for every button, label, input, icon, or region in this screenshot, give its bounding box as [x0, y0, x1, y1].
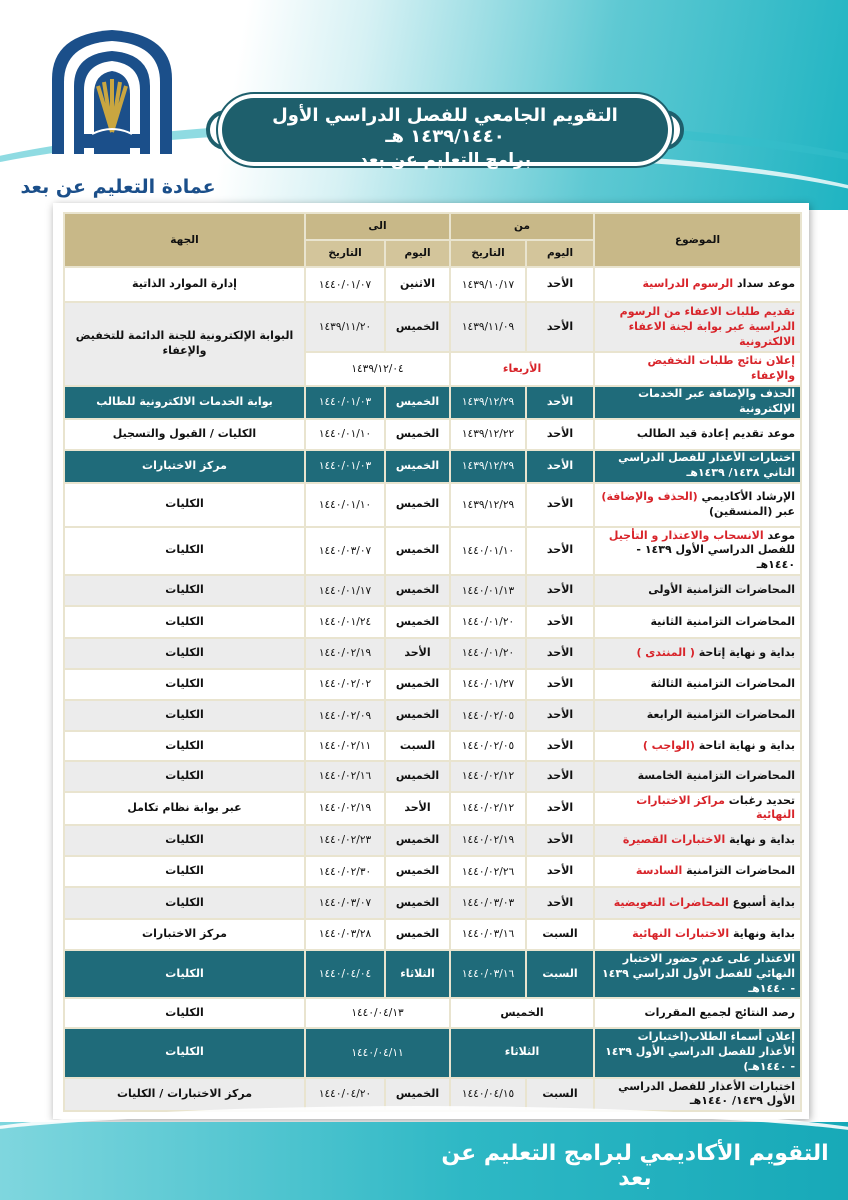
table-row [64, 575, 801, 606]
entity-cell: الكليات [64, 700, 305, 731]
table-row [64, 669, 801, 700]
topic-cell [594, 761, 801, 792]
topic-text: بداية و نهاية اتاحة [694, 738, 796, 752]
from-day-cell: الأحد [526, 731, 594, 760]
from-date-cell: ١٤٣٩/١٢/٢٩ [450, 386, 526, 419]
page-title: التقويم الجامعي للفصل الدراسي الأول ١٤٣٩/١٤٤٠ هـ [272, 105, 618, 147]
topic-cell [594, 887, 801, 918]
table-row [64, 887, 801, 918]
table-row [64, 419, 801, 450]
table-row [64, 450, 801, 483]
from-date-cell: ١٤٤٠/٠٢/١٢ [450, 761, 526, 792]
topic-text: بداية و نهاية [725, 833, 796, 847]
entity-cell: مركز الاختبارات [64, 919, 305, 950]
table-row [64, 998, 801, 1027]
university-logo-icon [42, 24, 182, 164]
to-date-cell: ١٤٤٠/٠١/٠٣ [305, 386, 385, 419]
from-date-cell: ١٤٣٩/١١/٠٩ [450, 302, 526, 352]
from-day-cell: الأحد [526, 419, 594, 450]
topic-cell [594, 527, 801, 576]
topic-highlight: (الواجب ) [642, 738, 695, 752]
entity-cell: الكليات / القبول والتسجيل [64, 419, 305, 450]
topic-text-end: عبر (المنسقين) [709, 504, 796, 518]
from-day-cell: الأحد [526, 761, 594, 792]
to-date-cell: ١٤٤٠/٠٣/٢٨ [305, 919, 385, 950]
calendar-table [63, 212, 802, 1112]
to-day-cell: الخميس [385, 527, 450, 576]
table-row [64, 950, 801, 999]
header-topic: الموضوع [594, 213, 801, 267]
to-day-cell: الخميس [385, 450, 450, 483]
topic-cell [594, 950, 801, 999]
to-date-cell: ١٤٤٠/٠١/١٧ [305, 575, 385, 606]
topic-text: الاعتذار على عدم حضور الاختبار النهائي للفصل الأول الدراسي ١٤٣٩ - ١٤٤٠هـ [601, 951, 796, 995]
to-date-cell: ١٤٤٠/٠٢/٠٢ [305, 669, 385, 700]
to-date-cell: ١٤٤٠/٠٤/٢٠ [305, 1078, 385, 1111]
topic-highlight: ( المنتدى ) [636, 645, 695, 659]
topic-cell [594, 386, 801, 419]
from-date-cell: ١٤٤٠/٠٢/١٩ [450, 825, 526, 856]
topic-text: المحاضرات التزامنية الرابعة [646, 708, 796, 722]
to-date-cell: ١٤٤٠/٠٤/٠٤ [305, 950, 385, 999]
to-day-cell: الاثنين [385, 267, 450, 302]
to-day-cell: الخميس [385, 575, 450, 606]
topic-highlight: الاختبارات القصيرة [622, 833, 726, 847]
from-day-cell: الأحد [526, 483, 594, 527]
to-date-cell: ١٤٤٠/٠١/٢٤ [305, 606, 385, 637]
topic-cell [594, 700, 801, 731]
to-date-cell: ١٤٤٠/٠٣/٠٧ [305, 887, 385, 918]
entity-cell: الكليات [64, 887, 305, 918]
topic-highlight: مراكز الاختبارات النهائية [636, 793, 796, 822]
topic-text: الحذف والإضافة عبر الخدمات الإلكترونية [638, 387, 796, 416]
table-row [64, 267, 801, 302]
to-date-cell: ١٤٤٠/٠٢/١٦ [305, 761, 385, 792]
to-day-cell: الخميس [385, 386, 450, 419]
from-date-cell: ١٤٤٠/٠٣/١٦ [450, 950, 526, 999]
topic-text: المحاضرات التزامنية الثالثة [650, 677, 796, 691]
to-day-cell: الخميس [385, 825, 450, 856]
topic-cell [594, 731, 801, 760]
entity-cell: الكليات [64, 950, 305, 999]
topic-text: المحاضرات التزامنية الثانية [650, 614, 796, 628]
topic-text: موعد سداد [733, 277, 796, 291]
entity-cell: بوابة الخدمات الالكترونية للطالب [64, 386, 305, 419]
topic-cell [594, 352, 801, 385]
from-date-cell: ١٤٤٠/٠١/١٠ [450, 527, 526, 576]
entity-cell: عبر بوابة نظام تكامل [64, 792, 305, 825]
topic-cell [594, 302, 801, 352]
from-date-cell: ١٤٤٠/٠٢/٢٦ [450, 856, 526, 887]
topic-cell [594, 1078, 801, 1111]
table-row [64, 527, 801, 576]
topic-cell [594, 1028, 801, 1078]
from-day-cell: الأحد [526, 825, 594, 856]
topic-cell [594, 825, 801, 856]
to-date-cell: ١٤٣٩/١٢/٠٤ [305, 352, 450, 385]
topic-cell [594, 450, 801, 483]
from-day-cell: الأحد [526, 386, 594, 419]
from-day-cell: الخميس [450, 998, 594, 1027]
from-date-cell: ١٤٣٩/١٢/٢٩ [450, 450, 526, 483]
table-row [64, 1028, 801, 1078]
from-date-cell: ١٤٣٩/١٠/١٧ [450, 267, 526, 302]
title-banner [222, 98, 668, 170]
entity-cell: الكليات [64, 638, 305, 669]
topic-cell [594, 856, 801, 887]
to-day-cell: الخميس [385, 419, 450, 450]
from-day-cell: الأحد [526, 856, 594, 887]
table-row [64, 638, 801, 669]
topic-cell [594, 575, 801, 606]
entity-cell: الكليات [64, 575, 305, 606]
entity-cell: الكليات [64, 606, 305, 637]
from-day-cell: الأحد [526, 575, 594, 606]
topic-cell [594, 919, 801, 950]
table-row [64, 386, 801, 419]
table-row [64, 919, 801, 950]
to-date-cell: ١٤٤٠/٠٢/٠٩ [305, 700, 385, 731]
from-day-cell: الأحد [526, 792, 594, 825]
from-date-cell: ١٤٤٠/٠٢/٠٥ [450, 700, 526, 731]
from-day-cell: الأحد [526, 302, 594, 352]
from-day-cell: الأحد [526, 606, 594, 637]
from-date-cell: ١٤٤٠/٠١/٢٠ [450, 606, 526, 637]
entity-cell: الكليات [64, 1028, 305, 1078]
topic-cell [594, 669, 801, 700]
table-row [64, 792, 801, 825]
from-day-cell: الأحد [526, 450, 594, 483]
topic-cell [594, 419, 801, 450]
topic-highlight: الرسوم الدراسية [642, 277, 734, 291]
topic-text: الإرشاد الأكاديمي [697, 489, 796, 503]
to-day-cell: الخميس [385, 483, 450, 527]
to-date-cell: ١٤٤٠/٠٢/١١ [305, 731, 385, 760]
topic-text: بداية و نهاية إتاحة [694, 645, 796, 659]
topic-text: موعد [763, 528, 796, 542]
from-day-cell: الأحد [526, 267, 594, 302]
header-from-date: التاريخ [450, 240, 526, 267]
table-row [64, 761, 801, 792]
header-from-day: اليوم [526, 240, 594, 267]
to-date-cell: ١٤٣٩/١١/٢٠ [305, 302, 385, 352]
topic-text: بداية ونهاية [729, 926, 796, 940]
from-date-cell: ١٤٣٩/١٢/٢٢ [450, 419, 526, 450]
from-day-cell: الأربعاء [450, 352, 594, 385]
topic-highlight: إعلان نتائج طلبات التخفيض والإعفاء [647, 354, 796, 382]
table-row [64, 731, 801, 760]
topic-text: إعلان أسماء الطلاب(اختبارات الأعذار للفصل الدراسي الأول ١٤٣٩ - ١٤٤٠هـ) [605, 1030, 796, 1074]
to-day-cell: الخميس [385, 700, 450, 731]
header-to-day: اليوم [385, 240, 450, 267]
from-day-cell: السبت [526, 1078, 594, 1111]
from-date-cell: ١٤٤٠/٠٤/١٥ [450, 1078, 526, 1111]
topic-text: رصد النتائج لجميع المقررات [644, 1005, 796, 1019]
entity-cell: الكليات [64, 731, 305, 760]
to-date-cell: ١٤٤٠/٠٢/٢٣ [305, 825, 385, 856]
from-day-cell: الأحد [526, 700, 594, 731]
topic-text: المحاضرات التزامنية الخامسة [637, 768, 796, 782]
from-day-cell: الأحد [526, 527, 594, 576]
topic-text: تحديد رغبات [724, 793, 796, 807]
from-date-cell: ١٤٤٠/٠١/٢٧ [450, 669, 526, 700]
topic-text: اختبارات الأعذار للفصل الدراسي الأول ١٤٣٩/ ١٤٤٠هـ [618, 1079, 796, 1108]
to-date-cell: ١٤٤٠/٠٤/١١ [305, 1028, 450, 1078]
to-day-cell: الخميس [385, 887, 450, 918]
entity-cell: الكليات [64, 483, 305, 527]
to-day-cell: الخميس [385, 669, 450, 700]
header-from: من [450, 213, 594, 240]
table-row [64, 302, 801, 352]
to-date-cell: ١٤٤٠/٠٢/١٩ [305, 638, 385, 669]
topic-highlight: المحاضرات التعويضية [613, 895, 729, 909]
from-date-cell: ١٤٤٠/٠١/١٣ [450, 575, 526, 606]
to-date-cell: ١٤٤٠/٠٢/١٩ [305, 792, 385, 825]
topic-cell [594, 606, 801, 637]
topic-text: المحاضرات التزامنية [682, 864, 796, 878]
footer-title: التقويم الأكاديمي لبرامج التعليم عن بعد [441, 1141, 829, 1191]
topic-highlight: تقديم طلبات الاعفاء من الرسوم الدراسية عبر بوابة لجنة الاعفاء الالكترونية [619, 305, 796, 348]
entity-cell: البوابة الإلكترونية للجنة الدائمة للتخفيض والإعفاء [64, 302, 305, 385]
from-date-cell: ١٤٤٠/٠١/٢٠ [450, 638, 526, 669]
to-date-cell: ١٤٤٠/٠٤/١٣ [305, 998, 450, 1027]
table-row [64, 700, 801, 731]
entity-cell: الكليات [64, 825, 305, 856]
to-day-cell: الخميس [385, 856, 450, 887]
table-row [64, 606, 801, 637]
from-day-cell: السبت [526, 950, 594, 999]
from-date-cell: ١٤٤٠/٠٣/١٦ [450, 919, 526, 950]
page-subtitle: برامج التعليم عن بعد [359, 150, 531, 170]
to-date-cell: ١٤٤٠/٠١/٠٣ [305, 450, 385, 483]
topic-cell [594, 483, 801, 527]
entity-cell: الكليات [64, 761, 305, 792]
topic-highlight: (الحذف والإضافة) [601, 489, 698, 503]
to-day-cell: الأحد [385, 638, 450, 669]
to-date-cell: ١٤٤٠/٠٢/٣٠ [305, 856, 385, 887]
to-day-cell: السبت [385, 731, 450, 760]
header-entity: الجهة [64, 213, 305, 267]
to-day-cell: الخميس [385, 919, 450, 950]
entity-cell: الكليات [64, 527, 305, 576]
header-to-date: التاريخ [305, 240, 385, 267]
to-day-cell: الثلاثاء [385, 950, 450, 999]
entity-cell: الكليات [64, 669, 305, 700]
entity-cell: مركز الاختبارات / الكليات [64, 1078, 305, 1111]
topic-text-end: للفصل الدراسي الأول ١٤٣٩ - ١٤٤٠هـ [636, 543, 796, 572]
from-day-cell: الأحد [526, 669, 594, 700]
to-date-cell: ١٤٤٠/٠١/٠٧ [305, 267, 385, 302]
topic-text: بداية أسبوع [728, 895, 796, 909]
from-date-cell: ١٤٤٠/٠٢/٠٥ [450, 731, 526, 760]
deanship-caption: عمادة التعليم عن بعد [20, 176, 216, 198]
topic-highlight: الاختبارات النهائية [632, 926, 730, 940]
topic-text: المحاضرات التزامنية الأولى [648, 583, 796, 597]
topic-cell [594, 267, 801, 302]
to-day-cell: الخميس [385, 1078, 450, 1111]
from-day-cell: السبت [526, 919, 594, 950]
from-date-cell: ١٤٤٠/٠٣/٠٣ [450, 887, 526, 918]
entity-cell: الكليات [64, 856, 305, 887]
to-day-cell: الخميس [385, 302, 450, 352]
to-day-cell: الخميس [385, 606, 450, 637]
to-day-cell: الخميس [385, 761, 450, 792]
topic-cell [594, 998, 801, 1027]
table-row [64, 825, 801, 856]
table-row [64, 483, 801, 527]
header-to: الى [305, 213, 450, 240]
from-day-cell: الأحد [526, 638, 594, 669]
table-row [64, 856, 801, 887]
to-date-cell: ١٤٤٠/٠١/١٠ [305, 483, 385, 527]
topic-cell [594, 638, 801, 669]
from-date-cell: ١٤٤٠/٠٢/١٢ [450, 792, 526, 825]
to-date-cell: ١٤٤٠/٠٣/٠٧ [305, 527, 385, 576]
topic-cell [594, 792, 801, 825]
topic-highlight: الانسحاب والاعتذار و التأجيل [608, 528, 764, 542]
to-day-cell: الأحد [385, 792, 450, 825]
entity-cell: إدارة الموارد الذاتية [64, 267, 305, 302]
topic-text: موعد تقديم إعادة قيد الطالب [636, 426, 796, 440]
from-day-cell: الثلاثاء [450, 1028, 594, 1078]
from-date-cell: ١٤٣٩/١٢/٢٩ [450, 483, 526, 527]
to-date-cell: ١٤٤٠/٠١/١٠ [305, 419, 385, 450]
topic-text: اختبارات الأعذار للفصل الدراسي الثاني ١٤٣٨/ ١٤٣٩هـ [618, 451, 796, 480]
topic-highlight: السادسة [635, 864, 683, 878]
entity-cell: مركز الاختبارات [64, 450, 305, 483]
calendar-body [64, 267, 801, 1111]
from-day-cell: الأحد [526, 887, 594, 918]
entity-cell: الكليات [64, 998, 305, 1027]
